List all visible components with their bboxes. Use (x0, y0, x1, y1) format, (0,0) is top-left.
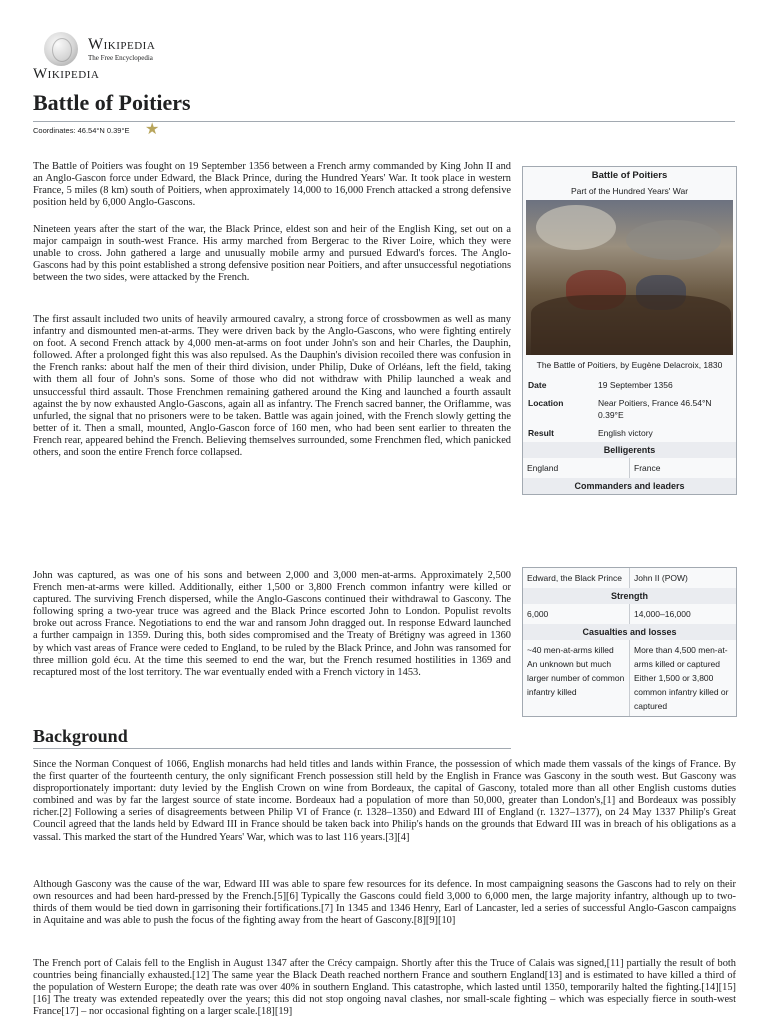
wikipedia-wordmark-secondary[interactable]: Wikipedia (33, 66, 100, 82)
commander-english[interactable]: Edward, the Black Prince (527, 573, 622, 583)
wikipedia-tagline: The Free Encyclopedia (88, 54, 153, 62)
background-paragraph-3: The French port of Calais fell to the English in August 1347 after the Crécy campaign. Shortly after this the Truce of Calais was signed,[11] partially the result of both countries being financially exhausted.[12] The same year the Black Death reached northern France and southern England[13] and is estimated to have killed a third of the population of Western Europe; the death rate was over 40% in southern England. This catastrophe, which lasted until 1350, temporarily halted the fighting.[14][15][16] The treaty was extended repeatedly over the years; this did not stop ongoing naval clashes, nor small-scale fighting – which was especially fierce in south-west France[17] – nor occasional fighting on a larger scale.[18][19] (33, 958, 736, 1018)
intro-paragraph-2: Nineteen years after the start of the war, the Black Prince, eldest son and heir of the English King, set out on a major campaign in south-west France. His army marched from Bergerac to the River Loire, which they were unable to cross. John gathered a large and unusually mobile army and pursued Edward's forces. The Anglo-Gascons had by this point established a strong defensive position near Poitiers, and after unsuccessful negotiations between the two sides, were attacked by the French. (33, 224, 511, 284)
infobox-label-date: Date (528, 380, 547, 390)
casualties-header: Casualties and losses (523, 624, 736, 640)
infobox-row-date (523, 376, 736, 394)
infobox-caption: The Battle of Poitiers, by Eugène Delacroix, 1830 (536, 360, 723, 370)
infobox-value-date[interactable]: 19 September 1356 (598, 380, 673, 390)
strength-row (523, 604, 736, 624)
wikipedia-globe-icon[interactable] (44, 32, 78, 66)
intro-paragraph-4: John was captured, as was one of his sons and between 2,000 and 3,000 men-at-arms. Approximately 2,500 French men-at-arms were killed. Additionally, either 1,500 or 3,800 French common infantry were killed or captured. The surviving French dispersed, while the Anglo-Gascons continued their withdrawal to Gascony. The following spring a two-year truce was agreed and the Black Prince escorted John to London. Populist revolts broke out across France. Negotiations to end the war and ransom John dragged out. In response Edward launched a further campaign in 1359. During this, both sides compromised and the Treaty of Brétigny was agreed in 1360 by which vast areas of France were ceded to England, to be ruled by the Black Prince, and John was ransomed for three million gold écu. At the time this seemed to end the war, but the French resumed hostilities in 1369 and recaptured most of the lost territory. The war eventually ended with a French victory in 1453. (33, 570, 511, 678)
background-paragraph-1: Since the Norman Conquest of 1066, English monarchs had held titles and lands within France, the possession of which made them vassals of the kings of France. By the first quarter of the fourteenth century, the only significant French possession still held by the English in France was Gascony in the south west. But Gascony was disproportionately important: duty levied by the English Crown on wine from Bordeaux, the capital of Gascony, totaled more than all other English customs duties combined and was by far the largest source of state income. Bordeaux had a population of more than 50,000, greater than London's,[1] and Bordeaux was possibly richer.[2] Following a series of disagreements between Philip VI of France (r. 1328–1350) and Edward III of England (r. 1327–1377), on 24 May 1337 Philip's Great Council agreed that the lands held by Edward III in France should be taken back into Philip's hands on the grounds that Edward III was in breach of his obligations as a vassal. This marked the start of the Hundred Years' War, which was to last 116 years.[3][4] (33, 759, 736, 843)
infobox (522, 166, 737, 495)
belligerents-row (523, 458, 736, 478)
infobox-row-location (523, 394, 736, 424)
star-icon[interactable]: ★ (145, 121, 160, 138)
casualties-french: More than 4,500 men-at-arms killed or captured Either 1,500 or 3,800 common infantry killed or captured (629, 640, 736, 716)
background-paragraph-2: Although Gascony was the cause of the war, Edward III was able to spare few resources for its defence. In most campaigning seasons the Gascons had to rely on their own resources and had been hard-pressed by the French.[5][6] Typically the Gascons could field 3,000 to 6,000 men, the large majority infantry, although up to two-thirds of them would be tied down in garrisoning their fortifications.[7] In 1345 and 1346 Henry, Earl of Lancaster, led a series of successful Anglo-Gascon campaigns in Aquitaine and was able to push the focus of the fighting away from the heart of Gascony.[8][9][10] (33, 879, 736, 927)
infobox-label-location: Location (528, 398, 564, 408)
strength-english: 6,000 (527, 609, 549, 619)
wikipedia-wordmark[interactable]: Wikipedia (88, 36, 156, 53)
intro-paragraph-1: The Battle of Poitiers was fought on 19 September 1356 between a French army commanded by King John II and an Anglo-Gascon force under Edward, the Black Prince, during the Hundred Years' War. It took place in western France, 5 miles (8 km) south of Poitiers, when approximately 14,000 to 16,000 French attacked a strong defensive position held by 6,000 Anglo-Gascons. (33, 161, 511, 209)
infobox-label-result: Result (528, 428, 554, 438)
infobox-title: Battle of Poitiers (591, 170, 668, 181)
belligerents-header: Belligerents (523, 442, 736, 458)
commanders-header: Commanders and leaders (523, 478, 736, 494)
section-divider (33, 748, 511, 749)
strength-french: 14,000–16,000 (629, 604, 736, 624)
belligerent-england[interactable]: England (527, 463, 559, 473)
battle-painting-image[interactable] (526, 200, 733, 355)
infobox-value-location[interactable]: Near Poitiers, France 46.54°N 0.39°E (598, 398, 712, 420)
page-title: Battle of Poitiers (33, 90, 191, 115)
section-heading-background: Background (33, 726, 128, 746)
belligerent-france[interactable]: France (629, 458, 736, 478)
coordinates-text[interactable]: Coordinates: 46.54°N 0.39°E (33, 126, 130, 135)
infobox-subtitle[interactable]: Part of the Hundred Years' War (570, 186, 689, 196)
casualties-english: ~40 men-at-arms killed An unknown but much larger number of common infantry killed (527, 645, 625, 697)
commander-french[interactable]: John II (POW) (629, 568, 736, 588)
commanders-row (523, 568, 736, 588)
intro-paragraph-3: The first assault included two units of heavily armoured cavalry, a strong force of crossbowmen as well as many infantry and dismounted men-at-arms. They were driven back by the Anglo-Gascons, who were fighting entirely on foot. A second French attack by 4,000 men-at-arms on foot under John's son and heir Charles, the Dauphin, followed. After a prolonged fight this was also repulsed. As the Dauphin's division recoiled there was confusion in the French ranks: about half the men of their third division, under Philip, Duke of Orléans, left the field, taking with them all four of John's sons. Some of those who did not withdraw with Philip launched a weak and unsuccessful third assault. Those Frenchmen remaining gathered around the King and launched a fourth assault against the by now exhausted Anglo-Gascons, again all as infantry. The French sacred banner, the Oriflamme, was unfurled, the signal that no prisoners were to be taken. Battle was again joined, with the French slowly getting the better of it. Then a small, mounted, Anglo-Gascon force of 160 men, who had been sent earlier to threaten the French rear, appeared behind the French. Believing themselves surrounded, some Frenchmen fled, which panicked others, and soon the entire French force collapsed. (33, 314, 511, 459)
infobox-row-result (523, 424, 736, 442)
infobox-value-result: English victory (598, 428, 653, 438)
infobox-continued (522, 567, 737, 717)
title-divider (33, 121, 735, 122)
strength-header: Strength (523, 588, 736, 604)
casualties-row (523, 640, 736, 716)
